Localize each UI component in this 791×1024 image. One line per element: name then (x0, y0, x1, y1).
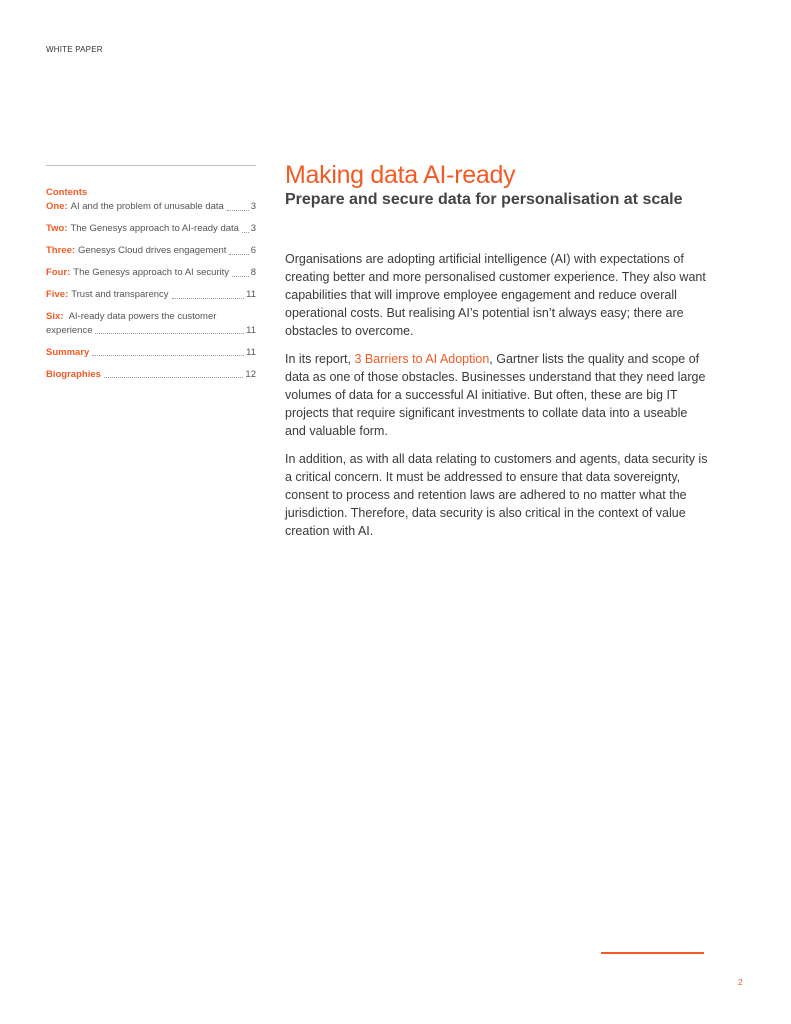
toc-leader (104, 377, 244, 378)
toc-divider (46, 165, 256, 166)
toc-page-number: 12 (245, 368, 256, 380)
toc-page-number: 3 (250, 223, 256, 234)
paragraph-security: In addition, as with all data relating to customers and agents, data security is a critical concern. It must be addressed to ensure that data sovereignty, consent to process and retention laws are adhered to no matter what the jurisdiction. Therefore, data security is also critical in the context of value creation with AI. (285, 452, 708, 538)
page-title: Making data AI-ready (285, 161, 516, 189)
paragraph-gartner: In its report, 3 Barriers to AI Adoption, Gartner lists the quality and scope of data as one of those obstacles. Businesses understand that they need large volumes of data for a successful AI initiative. But often, these are big IT projects that require significant investments to collate data into a useable and valuable form. (285, 352, 706, 438)
toc-leader (92, 355, 244, 356)
toc-item-six[interactable]: Six: AI-ready data powers the customer experience 11 (46, 311, 256, 336)
toc-page-number: 8 (250, 267, 256, 278)
document-type-label: WHITE PAPER (46, 45, 103, 54)
toc-item-five[interactable]: Five: Trust and transparency 11 (46, 289, 256, 300)
toc-page-number: 11 (246, 324, 256, 336)
toc-page-number: 11 (246, 346, 256, 358)
toc-page-number: 11 (246, 289, 256, 300)
toc-page-number: 3 (250, 201, 256, 212)
toc-item-summary[interactable]: Summary 11 (46, 346, 256, 358)
toc-item-one[interactable]: One: AI and the problem of unusable data 3 (46, 201, 256, 212)
toc-item-biographies[interactable]: Biographies 12 (46, 368, 256, 380)
toc-leader (232, 276, 249, 277)
toc-item-three[interactable]: Three: Genesys Cloud drives engagement 6 (46, 245, 256, 256)
page-subtitle: Prepare and secure data for personalisation at scale (285, 191, 683, 208)
footer-accent-rule (601, 952, 704, 954)
toc-item-two[interactable]: Two: The Genesys approach to AI-ready data 3 (46, 223, 256, 234)
toc-leader (229, 254, 248, 255)
toc-page-number: 6 (250, 245, 256, 256)
toc-leader (227, 210, 249, 211)
table-of-contents (46, 165, 256, 390)
paragraph-intro: Organisations are adopting artificial intelligence (AI) with expectations of creating better and more personalised customer experience. They also want capabilities that will improve employee engagement and reduce overall operational costs. But realising AI’s potential isn’t always easy; there are obstacles to overcome. (285, 252, 706, 338)
toc-leader (242, 232, 249, 233)
toc-leader (95, 333, 244, 334)
toc-item-four[interactable]: Four: The Genesys approach to AI security 8 (46, 267, 256, 278)
page-number: 2 (738, 977, 743, 987)
main-content (285, 160, 710, 550)
toc-heading: Contents (46, 187, 88, 198)
toc-leader (172, 298, 245, 299)
report-link[interactable]: 3 Barriers to AI Adoption (354, 352, 490, 366)
